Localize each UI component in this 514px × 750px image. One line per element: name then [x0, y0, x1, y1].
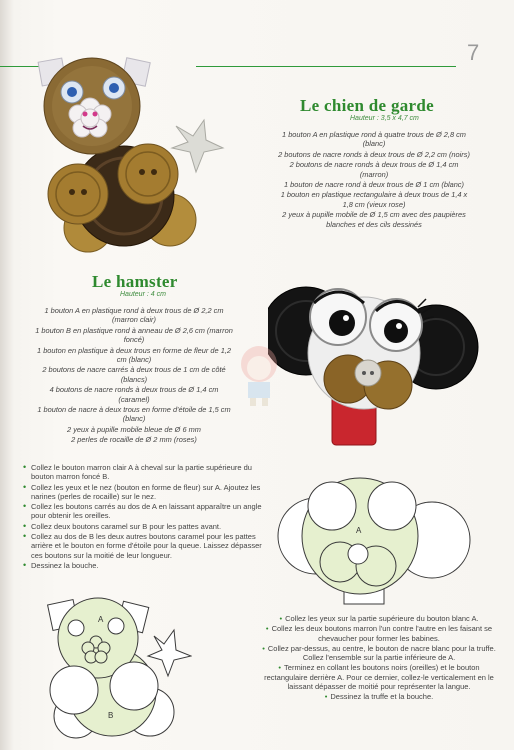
- dog-materials-list: [278, 130, 470, 230]
- hamster-step: • Collez deux boutons caramel sur B pour les pattes avant.: [22, 522, 262, 531]
- dog-steps-list: [258, 614, 500, 703]
- bullet-icon: •: [262, 643, 265, 653]
- hamster-height: Hauteur : 4 cm: [120, 291, 166, 298]
- dog-title: Le chien de garde: [300, 96, 435, 115]
- dog-step-text: Terminez en collant les boutons noirs (oreilles) et le bouton rectangulaire derrière A. Pour ce dernier, collez-le verticalement en le laissant dépasser de moitié pour représenter la langue.: [264, 663, 494, 692]
- dog-material-item: 1 bouton en plastique rectangulaire à deux trous de 1,4 x 1,8 cm (vieux rose): [280, 190, 468, 209]
- hamster-materials-list: [34, 306, 234, 446]
- hamster-assembly-diagram: [36, 592, 192, 742]
- dog-material-item: 2 boutons de nacre ronds à deux trous de Ø 1,4 cm (marron): [289, 160, 459, 179]
- dog-step: [258, 663, 500, 691]
- dog-step-text: Dessinez la truffe et la bouche.: [330, 692, 434, 702]
- dog-step: [258, 644, 500, 663]
- dog-step: [258, 614, 500, 623]
- hamster-step: • Collez le bouton marron clair A à cheval sur la partie supérieure du bouton marron foncé B.: [22, 463, 262, 482]
- hamster-step: • Collez les yeux et le nez (bouton en forme de fleur) sur A. Ajoutez les narines (perles de rocaille) sur le nez.: [22, 483, 262, 502]
- bullet-icon: •: [278, 663, 282, 673]
- hamster-diagram-label-b: B: [108, 711, 114, 720]
- dog-step-text: Collez les deux boutons marron l'un contre l'autre en les faisant se chevaucher pour former les babines.: [271, 624, 493, 643]
- hamster-steps-list: [22, 463, 262, 571]
- hamster-material-item: 4 boutons de nacre ronds à deux trous de Ø 1,4 cm (caramel): [49, 385, 219, 404]
- dog-material-item: 1 bouton A en plastique rond à quatre trous de Ø 2,8 cm (blanc): [282, 130, 466, 149]
- bullet-icon: •: [279, 614, 283, 623]
- hamster-step: • Collez les boutons carrés au dos de A en laissant apparaître un angle pour obtenir les oreilles.: [22, 502, 262, 521]
- hamster-step: • Collez au dos de B les deux autres boutons caramel pour les pattes arrière et le bouton en forme d'étoile pour la queue. Laissez dépasser ces boutons sur la moitié de leur longueur.: [22, 532, 262, 560]
- hamster-diagram-label-a: A: [98, 615, 104, 624]
- hamster-photo: [28, 48, 228, 258]
- hamster-step: • Dessinez la bouche.: [22, 561, 262, 570]
- page-number: 7: [467, 40, 480, 65]
- watermark-figure: [224, 340, 294, 410]
- dog-material-item: 2 boutons de nacre ronds à deux trous de Ø 2,2 cm (noirs): [278, 149, 470, 159]
- hamster-material-item: 2 perles de rocaille de Ø 2 mm (roses): [71, 435, 197, 445]
- dog-assembly-diagram: [276, 470, 472, 608]
- dog-step: [258, 624, 500, 643]
- dog-height: Hauteur : 3,5 x 4,7 cm: [350, 115, 419, 122]
- dog-step-text: Collez par-dessus, au centre, le bouton de nacre blanc pour la truffe. Collez l'ensemble sur la partie inférieure de A.: [267, 643, 496, 663]
- header-rule-right: [196, 66, 456, 67]
- dog-step: [258, 692, 500, 701]
- hamster-material-item: 2 yeux à pupille mobile bleue de Ø 6 mm: [67, 424, 201, 434]
- dog-material-item: 2 yeux à pupille mobile de Ø 1,5 cm avec des paupières blanches et des cils dessinés: [282, 210, 466, 229]
- dog-photo: [268, 275, 488, 455]
- hamster-material-item: 2 boutons de nacre carrés à deux trous de 1 cm de côté (blancs): [42, 365, 226, 384]
- hamster-title: Le hamster: [92, 272, 178, 291]
- hamster-material-item: 1 bouton de nacre à deux trous en forme d'étoile de 1,5 cm (blanc): [37, 405, 231, 424]
- bullet-icon: •: [324, 692, 328, 702]
- dog-step-text: Collez les yeux sur la partie supérieure du bouton blanc A.: [285, 614, 479, 623]
- hamster-material-item: 1 bouton en plastique à deux trous en forme de fleur de 1,2 cm (blanc): [37, 345, 231, 365]
- dog-diagram-label-a: A: [356, 526, 362, 535]
- hamster-material-item: 1 bouton B en plastique rond à anneau de Ø 2,6 cm (marron foncé): [35, 325, 233, 345]
- bullet-icon: •: [265, 624, 269, 634]
- dog-material-item: 1 bouton de nacre rond à deux trous de Ø 1 cm (blanc): [284, 180, 464, 190]
- hamster-material-item: 1 bouton A en plastique rond à deux trous de Ø 2,2 cm (marron clair): [44, 306, 224, 325]
